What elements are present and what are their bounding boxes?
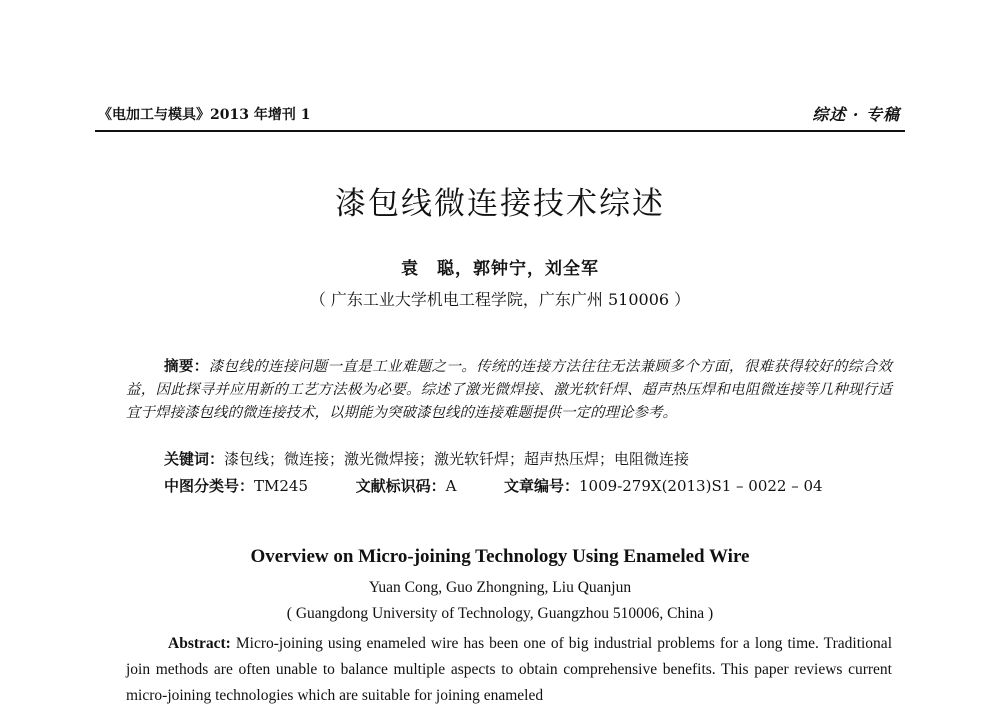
english-title: Overview on Micro-joining Technology Using Enameled Wire [250, 546, 750, 567]
keywords-label: 关键词： [164, 450, 225, 468]
article-no-label: 文章编号： [504, 477, 580, 495]
doc-code-label: 文献标识码： [355, 477, 446, 495]
journal-header: 《电加工与模具》2013 年增刊 1 [98, 107, 311, 123]
classification-row [164, 475, 823, 496]
english-abstract [126, 631, 892, 709]
article-no-value: 1009-279X(2013)S1 – 0022 – 04 [579, 477, 823, 495]
paper-title: 漆包线微连接技术综述 [335, 186, 665, 222]
abstract-zh-text: 漆包线的连接问题一直是工业难题之一。传统的连接方法往往无法兼顾多个方面，很难获得较好的综合效益，因此探寻并应用新的工艺方法极为必要。综述了激光微焊接、激光软钎焊、超声热压焊和电阻微连接等几种现行适宜于焊接漆包线的微连接技术，以期能为突破漆包线的连接难题提供一定的理论参考。 [126, 359, 892, 421]
header-rule [95, 130, 905, 132]
doc-code-value: A [445, 477, 457, 495]
authors: 袁 聪，郭钟宁，刘全军 [401, 259, 599, 279]
english-affiliation: ( Guangdong University of Technology, Guangzhou 510006, China ) [286, 605, 714, 622]
abstract-zh-label: 摘要： [164, 358, 209, 375]
abstract-zh [126, 355, 892, 425]
clc-value: TM245 [254, 477, 309, 495]
english-authors: Yuan Cong, Guo Zhongning, Liu Quanjun [368, 579, 632, 596]
keywords-text: 漆包线；微连接；激光微焊接；激光软钎焊；超声热压焊；电阻微连接 [224, 450, 690, 468]
section-header: 综述 · 专稿 [812, 105, 900, 124]
english-abstract-text: Micro-joining using enameled wire has been one of big industrial problems for a long time. Traditional join methods are often unable to balance multiple aspects to obtain comprehensive benefits. This paper reviews current micro-joining technologies which are suitable for joining enameled [126, 635, 892, 704]
english-abstract-label: Abstract: [168, 635, 231, 652]
keywords-row [164, 448, 689, 469]
clc-label: 中图分类号： [164, 477, 255, 495]
affiliation: （ 广东工业大学机电工程学院，广东广州 510006 ） [309, 290, 691, 309]
